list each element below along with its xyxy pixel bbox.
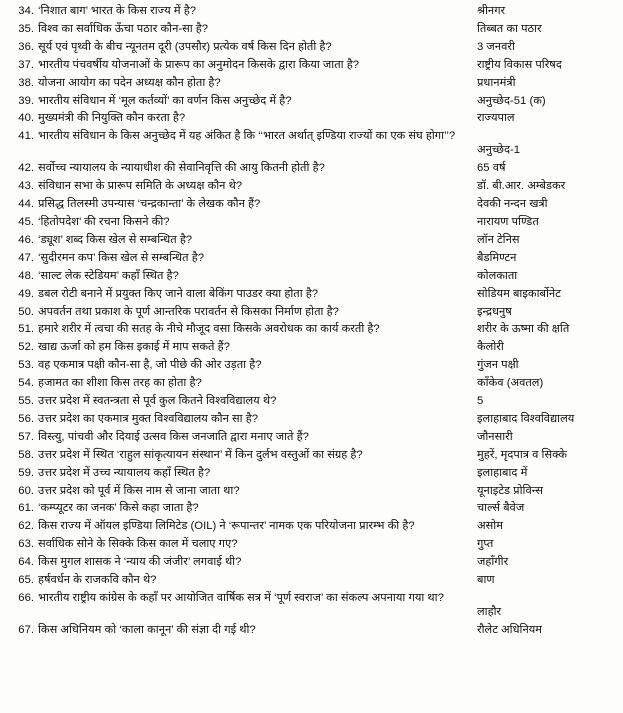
table-row (6, 38, 623, 56)
row-answer: श्रीनगर (477, 5, 506, 17)
row-answer: इलाहाबाद में (477, 466, 528, 479)
row-answer: कैलोरी (477, 341, 504, 354)
row-number: 40. (18, 112, 34, 125)
table-row (6, 92, 623, 110)
row-answer: राष्ट्रीय विकास परिषद (477, 58, 562, 71)
answer-spacer (477, 129, 623, 143)
row-answer: लॉन टेनिस (477, 233, 520, 246)
row-answer (475, 127, 623, 159)
table-row (6, 74, 623, 92)
row-number: 47. (18, 251, 34, 264)
row-question: संविधान सभा के प्रारूप समिति के अध्यक्ष कौन थे? (38, 180, 243, 193)
row-number: 64. (18, 556, 34, 569)
row-number: 49. (18, 287, 34, 300)
row-number: 39. (18, 94, 34, 107)
row-number: 62. (18, 520, 34, 533)
table-row (6, 20, 623, 38)
row-answer: कोलकाता (477, 269, 518, 282)
table-row (6, 499, 623, 517)
row-number: 59. (18, 466, 34, 479)
row-answer: डॉ. बी.आर. अम्बेडकर (477, 180, 566, 193)
row-number: 51. (18, 323, 34, 336)
answer-text: अनुच्छेद-1 (477, 144, 521, 157)
row-number: 56. (18, 412, 34, 425)
table-row (6, 356, 623, 374)
row-question: किस राज्य में ऑयल इण्डिया लिमिटेड (OIL) ने ‘रूपान्तर’ नामक एक परियोजना प्रारम्भ की है? (38, 520, 415, 533)
row-answer (475, 589, 623, 621)
table-row (6, 109, 623, 127)
table-row (6, 320, 623, 338)
table-row (6, 571, 623, 589)
row-answer: 3 जनवरी (477, 40, 515, 53)
row-number: 55. (18, 395, 34, 408)
table-row (6, 589, 623, 621)
table-row (6, 464, 623, 482)
row-number: 67. (18, 623, 34, 636)
row-question: विस्त्यु, पांचवी और दियाई उत्सव किस जनजाति द्वारा मनाए जाते हैं? (38, 430, 309, 443)
row-answer: मुहरें, मृदपात्र व सिक्के (477, 448, 567, 461)
table-row (6, 195, 623, 213)
row-number: 43. (18, 180, 34, 193)
row-number: 38. (18, 76, 34, 89)
table-row (6, 535, 623, 553)
row-answer: बाण (477, 574, 495, 587)
row-number: 37. (18, 58, 34, 71)
row-answer: तिब्बत का पठार (477, 22, 542, 35)
row-question: वह एकमात्र पक्षी कौन-सा है, जो पीछे की ओर उड़ता है? (38, 359, 262, 372)
row-question: विश्व का सर्वाधिक ऊँचा पठार कौन-सा है? (38, 22, 209, 35)
table-row (6, 267, 623, 285)
row-answer: यूनाइटेड प्रोविन्स (477, 484, 544, 497)
row-answer: 5 (477, 395, 484, 408)
table-row (6, 482, 623, 500)
row-question: ‘सुदीरमन कप’ किस खेल से सम्बन्धित है? (38, 251, 204, 264)
row-number: 35. (18, 22, 34, 35)
row-answer: प्रधानमंत्री (477, 76, 516, 89)
row-answer: इलाहाबाद विश्वविद्यालय (477, 412, 575, 425)
row-number: 52. (18, 341, 34, 354)
table-row (6, 392, 623, 410)
row-number: 61. (18, 502, 34, 515)
row-number: 45. (18, 215, 34, 228)
table-row (6, 159, 623, 177)
row-question: भारतीय पंचवर्षीय योजनाओं के प्रारूप का अनुमोदन किसके द्वारा किया जाता है? (38, 58, 360, 71)
row-question: किस अधिनियम को ‘काला कानून’ की संज्ञा दी गई थी? (38, 623, 256, 636)
table-row (6, 231, 623, 249)
table-row (6, 553, 623, 571)
row-answer: राज्यपाल (477, 112, 515, 125)
row-question: किस मुगल शासक ने ‘न्याय की जंजीर’ लगवाई थी? (38, 556, 242, 569)
row-number: 66. (18, 592, 34, 604)
row-question: सर्वोच्च न्यायालय के न्यायाधीश की सेवानिवृत्ति की आयु कितनी होती है? (38, 162, 325, 175)
row-question: उत्तर प्रदेश में उच्च न्यायालय कहाँ स्थित है? (38, 466, 211, 479)
row-question: उत्तर प्रदेश में स्वतन्त्रता से पूर्व कुल कितने विश्वविद्यालय थे? (38, 395, 277, 408)
row-answer: इन्द्रधनुष (477, 305, 512, 318)
row-question: उत्तर प्रदेश में स्थित ‘राहुल सांकृत्यायन संस्थान’ में किन दुर्लभ वस्तुओं का संग्रह है? (38, 448, 363, 461)
table-row (6, 410, 623, 428)
row-question: भारतीय संविधान में ‘मूल कर्तव्यों’ का वर्णन किस अनुच्छेद में है? (38, 94, 292, 107)
table-row (6, 249, 623, 267)
row-question: सूर्य एवं पृथ्वी के बीच न्यूनतम दूरी (उपसौर) प्रत्येक वर्ष किस दिन होती है? (38, 40, 332, 53)
row-answer: चार्ल्स बैवेज (477, 502, 525, 515)
qa-table (6, 2, 623, 639)
row-question: ‘निशात बाग’ भारत के किस राज्य में है? (38, 5, 196, 17)
row-question: मुख्यमंत्री की नियुक्ति कौन करता है? (38, 112, 186, 125)
row-number: 65. (18, 574, 34, 587)
answer-text: लाहौर (477, 606, 502, 618)
table-row (6, 374, 623, 392)
row-answer: सोडियम बाइकार्बोनेट (477, 287, 561, 300)
row-answer: असोम (477, 520, 503, 533)
row-number: 41. (18, 130, 34, 143)
row-question: अपवर्तन तथा प्रकाश के पूर्ण आन्तरिक परावर्तन से किसका निर्माण होता है? (38, 305, 339, 318)
row-answer: गुंजन पक्षी (477, 359, 519, 372)
row-answer: अनुच्छेद-51 (क) (477, 94, 546, 107)
table-row (6, 2, 623, 20)
table-row (6, 338, 623, 356)
row-number: 60. (18, 484, 34, 497)
row-question: प्रसिद्ध तिलस्मी उपन्यास ‘चन्द्रकान्ता’ के लेखक कौन हैं? (38, 198, 261, 211)
row-number: 36. (18, 40, 34, 53)
row-number: 54. (18, 377, 34, 390)
table-row (6, 177, 623, 195)
row-number: 48. (18, 269, 34, 282)
table-row (6, 213, 623, 231)
table-row (6, 303, 623, 321)
row-answer: बैडमिण्टन (477, 251, 517, 264)
row-question: सर्वाधिक सोने के सिक्के किस काल में चलाए गए? (38, 538, 238, 551)
table-row (6, 621, 623, 639)
row-question: ‘ड्यूश’ शब्द किस खेल से सम्बन्धित है? (38, 233, 193, 246)
qa-table-body (6, 2, 623, 639)
row-question: उत्तर प्रदेश का एकमात्र मुक्त विश्वविद्यालय कौन सा है? (38, 412, 258, 425)
table-row (6, 127, 623, 159)
row-question: ‘हितोपदेश’ की रचना किसने की? (38, 215, 170, 228)
row-answer: जौनसारी (477, 430, 513, 443)
table-row (6, 428, 623, 446)
row-question: हर्षवर्धन के राजकवि कौन थे? (38, 574, 157, 587)
row-question: भारतीय संविधान के किस अनुच्छेद में यह अंकित है कि ‘‘भारत अर्थात् इण्डिया राज्यों का एक संघ होगा’’? (38, 130, 456, 143)
table-row (6, 285, 623, 303)
row-question: उत्तर प्रदेश को पूर्व में किस नाम से जाना जाता था? (38, 484, 240, 497)
row-number: 58. (18, 448, 34, 461)
row-answer: 65 वर्ष (477, 162, 506, 175)
table-row (6, 56, 623, 74)
row-number: 50. (18, 305, 34, 318)
table-row (6, 517, 623, 535)
row-question: हमारे शरीर में त्वचा की सतह के नीचे मौजूद वसा किसके अवरोधक का कार्य करती है? (38, 323, 380, 336)
row-question: ‘साल्ट लेक स्टेडियम’ कहाँ स्थित है? (38, 269, 179, 282)
row-number: 63. (18, 538, 34, 551)
row-answer: रौलेट अधिनियम (477, 623, 543, 636)
row-answer: कॉंकेव (अवतल) (477, 377, 544, 390)
row-question: योजना आयोग का पदेन अध्यक्ष कौन होता है? (38, 76, 221, 89)
answer-spacer (477, 591, 623, 605)
row-question: हजामत का शीशा किस तरह का होता है? (38, 377, 202, 390)
table-row (6, 446, 623, 464)
row-number: 46. (18, 233, 34, 246)
row-answer: नारायण पण्डित (477, 215, 539, 228)
row-number: 57. (18, 430, 34, 443)
row-answer: गुप्त (477, 538, 494, 551)
row-number: 44. (18, 198, 34, 211)
row-question: खाद्य ऊर्जा को हम किस इकाई में माप सकते हैं? (38, 341, 230, 354)
row-question: डबल रोटी बनाने में प्रयुक्त किए जाने वाला बेकिंग पाउडर क्या होता है? (38, 287, 319, 300)
row-number: 53. (18, 359, 34, 372)
row-answer: जहाँगीर (477, 556, 509, 569)
row-question: भारतीय राष्ट्रीय कांग्रेस के कहाँ पर आयोजित वार्षिक सत्र में ‘पूर्ण स्वराज’ का संकल्प अपनाया गया था? (38, 592, 444, 604)
row-answer: शरीर के ऊष्मा की क्षति (477, 323, 570, 336)
row-number: 42. (18, 162, 34, 175)
row-question: ‘कम्प्यूटर का जनक’ किसे कहा जाता है? (38, 502, 199, 515)
row-answer: देवकी नन्दन खत्री (477, 198, 548, 211)
row-number: 34. (18, 5, 34, 17)
